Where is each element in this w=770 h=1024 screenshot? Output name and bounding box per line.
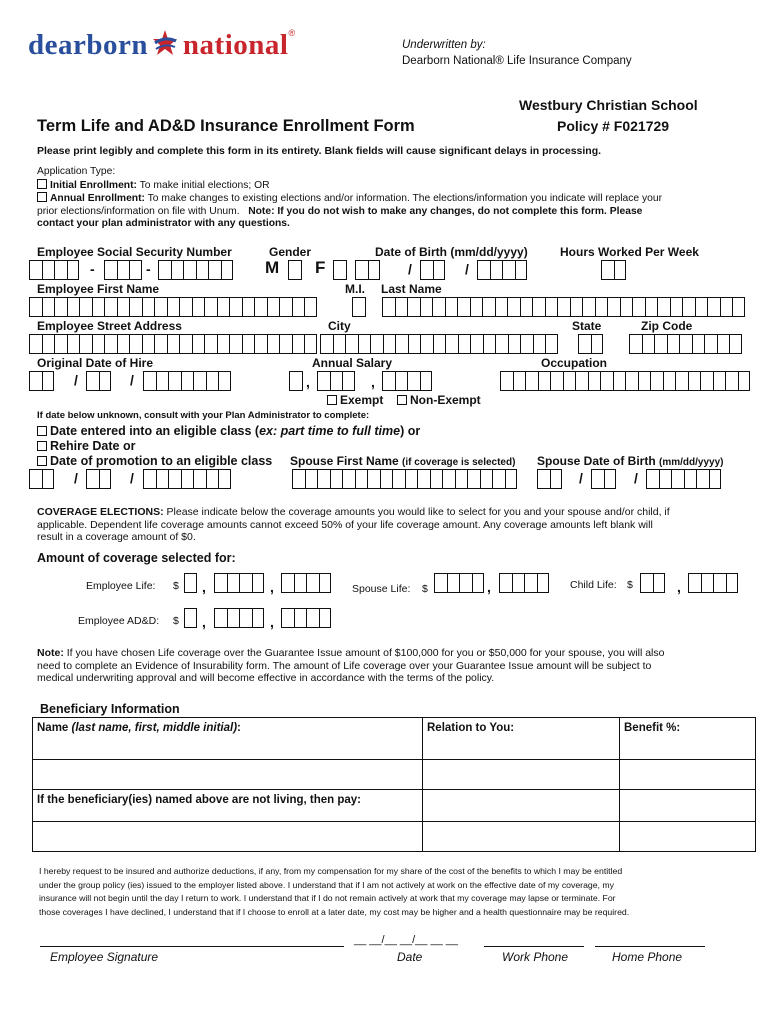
authorization-line-1: I hereby request to be insured and authorize deductions, if any, from my compensation for my share of the cost of the benefits to which I may be entitled bbox=[39, 866, 623, 876]
annual-enrollment-text-2: prior elections/information on file with Unum. bbox=[37, 205, 240, 217]
child-life-label: Child Life: bbox=[570, 579, 617, 591]
child-life-input-2[interactable] bbox=[688, 573, 738, 593]
coverage-elections-text bbox=[37, 506, 757, 544]
employee-life-input-3[interactable] bbox=[281, 573, 331, 593]
dob-label: Date of Birth (mm/dd/yyyy) bbox=[375, 245, 528, 259]
dearborn-logo bbox=[28, 28, 295, 64]
spouse-dob-slash-2: / bbox=[634, 470, 638, 486]
beneficiary-row-1 bbox=[33, 718, 756, 760]
spouse-dob-label bbox=[537, 454, 724, 468]
initial-enrollment-checkbox[interactable] bbox=[37, 179, 47, 189]
hire-month-input[interactable] bbox=[29, 371, 54, 391]
home-phone-line[interactable] bbox=[595, 946, 705, 947]
authorization-text bbox=[39, 865, 759, 919]
employee-signature-line[interactable] bbox=[40, 946, 344, 947]
beneficiary-name-label: Name bbox=[37, 722, 69, 734]
employee-life-input-1[interactable] bbox=[184, 573, 197, 593]
zip-label: Zip Code bbox=[641, 319, 693, 333]
contingent-relation-cell[interactable] bbox=[423, 790, 620, 822]
spouse-name-note: (if coverage is selected) bbox=[402, 457, 516, 468]
contingent-name-cell[interactable] bbox=[33, 790, 423, 822]
logo-text-dearborn: dearborn bbox=[28, 29, 148, 61]
authorization-line-3: insurance will not begin until the day I return to work. I understand that if I do not remain actively at work that my coverage may lapse or terminate. For bbox=[39, 893, 616, 904]
application-type-label: Application Type: bbox=[37, 166, 116, 177]
underwritten-label: Underwritten by: bbox=[402, 39, 486, 51]
gender-label: Gender bbox=[269, 245, 312, 259]
contingent-row-2 bbox=[33, 822, 756, 852]
eligible-class-checkbox[interactable] bbox=[37, 426, 47, 436]
employee-add-dollar: $ bbox=[173, 615, 179, 627]
application-type-section bbox=[37, 166, 757, 231]
beneficiary-table bbox=[32, 717, 756, 852]
child-life-dollar: $ bbox=[627, 579, 633, 591]
promotion-option[interactable] bbox=[37, 454, 272, 468]
gender-m-box[interactable] bbox=[288, 260, 302, 280]
last-name-input[interactable] bbox=[382, 297, 745, 317]
authorization-line-2: under the group policy (ies) issued to the employer listed above. I understand that if I am not actively at work on the effective date of my coverage, my bbox=[39, 879, 614, 890]
eligible-class-end: ) or bbox=[400, 424, 421, 438]
occupation-input[interactable] bbox=[500, 371, 750, 391]
school-name: Westbury Christian School bbox=[519, 97, 698, 113]
beneficiary-name-colon: : bbox=[237, 722, 241, 734]
beneficiary-name-cell-2[interactable] bbox=[33, 760, 423, 790]
star-icon bbox=[152, 28, 178, 63]
employee-add-input-2[interactable] bbox=[214, 608, 264, 628]
eligibility-year-input[interactable] bbox=[143, 469, 231, 489]
zip-input[interactable] bbox=[629, 334, 742, 354]
work-phone-label: Work Phone bbox=[502, 950, 569, 964]
promotion-label: Date of promotion to an eligible class bbox=[50, 454, 273, 468]
spouse-dob-day-input[interactable] bbox=[591, 469, 616, 489]
dob-month-input[interactable] bbox=[355, 260, 380, 280]
employee-life-dollar: $ bbox=[173, 580, 179, 592]
annual-enrollment-label: Annual Enrollment: bbox=[50, 193, 145, 205]
coverage-text-2: applicable. Dependent life coverage amounts cannot exceed 50% of your life coverage amount. Any coverage amounts left blank will bbox=[37, 518, 653, 531]
ssn-dash-1: - bbox=[90, 261, 95, 277]
spouse-dob-text: Spouse Date of Birth bbox=[537, 454, 656, 468]
spouse-life-comma: , bbox=[487, 579, 491, 595]
coverage-text-1: Please indicate below the coverage amounts you would like to select for you and your spouse and/or child, if bbox=[166, 506, 670, 518]
child-life-comma: , bbox=[677, 579, 681, 595]
home-phone-label: Home Phone bbox=[612, 950, 683, 964]
city-input[interactable] bbox=[320, 334, 558, 354]
ssn-input-part3[interactable] bbox=[158, 260, 233, 280]
promotion-checkbox[interactable] bbox=[37, 456, 47, 466]
dob-day-input[interactable] bbox=[420, 260, 445, 280]
spouse-life-input-1[interactable] bbox=[434, 573, 484, 593]
beneficiary-relation-cell[interactable] bbox=[423, 718, 620, 760]
hire-slash-1: / bbox=[74, 372, 78, 388]
initial-enrollment-label: Initial Enrollment: bbox=[50, 179, 137, 191]
spouse-life-input-2[interactable] bbox=[499, 573, 549, 593]
registered-mark: ® bbox=[288, 28, 296, 38]
beneficiary-row-2 bbox=[33, 760, 756, 790]
eligibility-day-input[interactable] bbox=[86, 469, 111, 489]
gender-f-box[interactable] bbox=[333, 260, 347, 280]
hire-day-input[interactable] bbox=[86, 371, 111, 391]
spouse-dob-note: (mm/dd/yyyy) bbox=[659, 457, 724, 468]
salary-input-thousands[interactable] bbox=[317, 371, 355, 391]
exempt-checkbox[interactable] bbox=[327, 395, 337, 405]
hire-date-label: Original Date of Hire bbox=[37, 356, 154, 370]
annual-enrollment-text: To make changes to existing elections and/or information. The elections/information you indicate will replace your bbox=[147, 193, 663, 205]
dob-slash-1: / bbox=[408, 261, 412, 277]
logo-text-national: national bbox=[182, 29, 289, 61]
initial-enrollment-text: To make initial elections; OR bbox=[139, 179, 270, 191]
beneficiary-benefit-cell-2[interactable] bbox=[620, 760, 756, 790]
spouse-life-label: Spouse Life: bbox=[352, 583, 411, 595]
annual-enrollment-checkbox[interactable] bbox=[37, 192, 47, 202]
employee-add-label: Employee AD&D: bbox=[78, 615, 160, 627]
authorization-line-4: those coverages I have declined, I understand that if I choose to enroll at a later date, my cost may be higher and a health questionnaire may be required. bbox=[39, 906, 630, 917]
employee-life-comma-2: , bbox=[270, 579, 274, 595]
state-input[interactable] bbox=[578, 334, 603, 354]
employee-life-comma-1: , bbox=[202, 579, 206, 595]
eligibility-month-input[interactable] bbox=[29, 469, 54, 489]
no-change-note-2: contact your plan administrator with any questions. bbox=[37, 218, 290, 230]
beneficiary-relation-cell-2[interactable] bbox=[423, 760, 620, 790]
mi-label: M.I. bbox=[345, 282, 365, 296]
contingent-name-cell-2[interactable] bbox=[33, 822, 423, 852]
eligible-class-label: Date entered into an eligible class ( bbox=[50, 424, 260, 438]
coverage-text-3: result in a coverage amount of $0. bbox=[37, 531, 196, 544]
beneficiary-heading: Beneficiary Information bbox=[40, 702, 180, 716]
first-name-input[interactable] bbox=[29, 297, 317, 317]
exempt-option[interactable] bbox=[327, 393, 383, 407]
employee-life-input-2[interactable] bbox=[214, 573, 264, 593]
spouse-name-label bbox=[290, 454, 515, 468]
child-life-input-1[interactable] bbox=[640, 573, 665, 593]
state-label: State bbox=[572, 319, 602, 333]
employee-add-input-3[interactable] bbox=[281, 608, 331, 628]
ssn-label: Employee Social Security Number bbox=[37, 245, 232, 259]
city-label: City bbox=[328, 319, 351, 333]
hours-input[interactable] bbox=[601, 260, 626, 280]
last-name-label: Last Name bbox=[381, 282, 442, 296]
employee-signature-label: Employee Signature bbox=[50, 950, 159, 964]
employee-add-comma-2: , bbox=[270, 614, 274, 630]
salary-input-units[interactable] bbox=[382, 371, 432, 391]
spouse-dob-month-input[interactable] bbox=[537, 469, 562, 489]
first-name-label: Employee First Name bbox=[37, 282, 160, 296]
employee-life-label: Employee Life: bbox=[86, 580, 156, 592]
gender-f-label: F bbox=[315, 258, 326, 277]
note-text-1: If you have chosen Life coverage over the Guarantee Issue amount of $100,000 for you or $50,000 for your spouse, you will also bbox=[66, 647, 665, 659]
hours-label: Hours Worked Per Week bbox=[560, 245, 699, 259]
street-label: Employee Street Address bbox=[37, 319, 182, 333]
street-input[interactable] bbox=[29, 334, 317, 354]
form-instruction: Please print legibly and complete this form in its entirety. Blank fields will cause significant delays in processing. bbox=[37, 145, 602, 157]
note-text-2: need to complete an Evidence of Insurability form. The amount of Life coverage over your Guarantee Issue amount will be subject to bbox=[37, 659, 652, 672]
employee-add-comma-1: , bbox=[202, 614, 206, 630]
rehire-option[interactable] bbox=[37, 439, 135, 453]
exempt-label: Exempt bbox=[340, 393, 384, 407]
hire-slash-2: / bbox=[130, 372, 134, 388]
salary-label: Annual Salary bbox=[312, 356, 393, 370]
ssn-input-part1[interactable] bbox=[29, 260, 79, 280]
hire-year-input[interactable] bbox=[143, 371, 231, 391]
contingent-benefit-cell[interactable] bbox=[620, 790, 756, 822]
spouse-name-text: Spouse First Name bbox=[290, 454, 399, 468]
rehire-label: Rehire Date or bbox=[50, 439, 136, 453]
non-exempt-option[interactable] bbox=[397, 393, 481, 407]
mi-input[interactable] bbox=[352, 297, 366, 317]
no-change-note: Note: If you do not wish to make any changes, do not complete this form. Please bbox=[248, 205, 643, 217]
note-label: Note: bbox=[37, 647, 64, 659]
date-label: Date bbox=[397, 950, 423, 964]
ssn-dash-2: - bbox=[146, 261, 151, 277]
spouse-dob-year-input[interactable] bbox=[646, 469, 721, 489]
contingent-row bbox=[33, 790, 756, 822]
dob-year-input[interactable] bbox=[477, 260, 527, 280]
salary-comma-2: , bbox=[371, 374, 375, 390]
date-line[interactable]: __ __/__ __/__ __ __ bbox=[354, 934, 458, 946]
ssn-input-part2[interactable] bbox=[104, 260, 142, 280]
salary-input-hundred-thousands[interactable] bbox=[289, 371, 303, 391]
occupation-label: Occupation bbox=[541, 356, 608, 370]
beneficiary-benefit-cell[interactable] bbox=[620, 718, 756, 760]
coverage-elections-heading: COVERAGE ELECTIONS: bbox=[37, 506, 164, 518]
beneficiary-name-cell[interactable] bbox=[33, 718, 423, 760]
spouse-name-input[interactable] bbox=[292, 469, 517, 489]
contingent-benefit-cell-2[interactable] bbox=[620, 822, 756, 852]
employee-add-input-1[interactable] bbox=[184, 608, 197, 628]
spouse-dob-slash-1: / bbox=[579, 470, 583, 486]
beneficiary-benefit-label: Benefit %: bbox=[624, 722, 681, 734]
salary-comma-1: , bbox=[306, 374, 310, 390]
non-exempt-label: Non-Exempt bbox=[410, 393, 481, 407]
eligibility-slash-2: / bbox=[130, 470, 134, 486]
beneficiary-relation-label: Relation to You: bbox=[427, 722, 515, 734]
policy-number: Policy # F021729 bbox=[557, 118, 670, 134]
contingent-label: If the beneficiary(ies) named above are not living, then pay: bbox=[37, 794, 361, 806]
note-text-3: medical underwriting approval and will become effective in accordance with the terms of the policy. bbox=[37, 672, 495, 685]
eligibility-slash-1: / bbox=[74, 470, 78, 486]
form-title: Term Life and AD&D Insurance Enrollment Form bbox=[37, 117, 415, 135]
work-phone-line[interactable] bbox=[484, 946, 584, 947]
underwriter-company: Dearborn National® Life Insurance Company bbox=[402, 55, 632, 67]
non-exempt-checkbox[interactable] bbox=[397, 395, 407, 405]
spouse-life-dollar: $ bbox=[422, 583, 428, 595]
gender-m-label: M bbox=[265, 258, 280, 277]
beneficiary-name-hint: (last name, first, middle initial) bbox=[71, 722, 238, 734]
contingent-relation-cell-2[interactable] bbox=[423, 822, 620, 852]
eligible-class-example: ex: part time to full time bbox=[259, 424, 401, 438]
rehire-checkbox[interactable] bbox=[37, 441, 47, 451]
eligibility-note: If date below unknown, consult with your Plan Administrator to complete: bbox=[37, 410, 370, 421]
dob-slash-2: / bbox=[465, 261, 469, 277]
amount-label: Amount of coverage selected for: bbox=[37, 551, 236, 565]
eligible-class-option[interactable] bbox=[37, 424, 420, 438]
guarantee-issue-note bbox=[37, 647, 757, 685]
